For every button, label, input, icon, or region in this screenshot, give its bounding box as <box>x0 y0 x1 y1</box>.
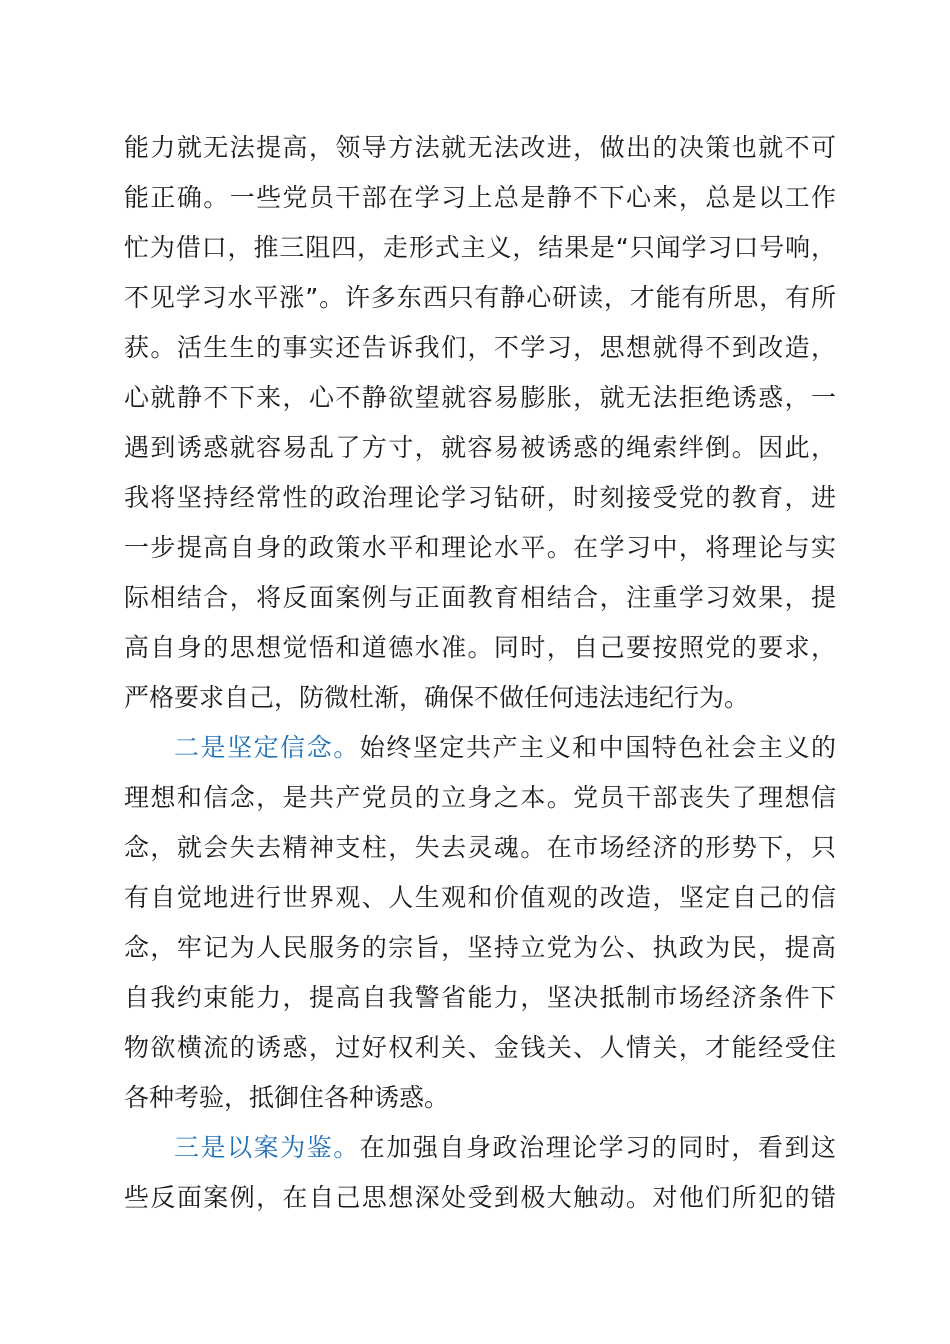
paragraph-1-line-4: 不见学习水平涨”。许多东西只有静心研读，才能有所思，有所 <box>124 283 836 312</box>
paragraph-2-line-5: 念，牢记为人民服务的宗旨，坚持立党为公、执政为民，提高 <box>124 933 836 962</box>
paragraph-1-line-1: 能力就无法提高，领导方法就无法改进，做出的决策也就不可 <box>124 133 836 162</box>
paragraph-1-line-10: 际相结合，将反面案例与正面教育相结合，注重学习效果，提 <box>124 583 836 612</box>
paragraph-3-first-line <box>174 1128 836 1168</box>
paragraph-2-line-8: 各种考验，抵御住各种诱惑。 <box>124 1083 450 1112</box>
paragraph-2-first-line <box>174 728 836 768</box>
paragraph-1-line-9: 一步提高自身的政策水平和理论水平。在学习中，将理论与实 <box>124 533 836 562</box>
paragraph-2-line-2: 理想和信念，是共产党员的立身之本。党员干部丧失了理想信 <box>124 783 836 812</box>
section-heading-learn-from-cases: 三是以案为鉴。 <box>174 1133 360 1162</box>
paragraph-2-line-3: 念，就会失去精神支柱，失去灵魂。在市场经济的形势下，只 <box>124 833 836 862</box>
paragraph-2-first-line-text: 始终坚定共产主义和中国特色社会主义的 <box>359 733 836 762</box>
paragraph-3-first-line-text: 在加强自身政治理论学习的同时，看到这 <box>359 1133 836 1162</box>
paragraph-1-line-12: 严格要求自己，防微杜渐，确保不做任何违法违纪行为。 <box>124 683 750 712</box>
paragraph-1-line-11: 高自身的思想觉悟和道德水准。同时，自己要按照党的要求， <box>124 633 836 662</box>
paragraph-2-line-6: 自我约束能力，提高自我警省能力，坚决抵制市场经济条件下 <box>124 983 836 1012</box>
paragraph-1-line-3: 忙为借口，推三阻四，走形式主义，结果是“只闻学习口号响， <box>124 233 836 262</box>
paragraph-1-line-7: 遇到诱惑就容易乱了方寸，就容易被诱惑的绳索绊倒。因此， <box>124 433 836 462</box>
paragraph-1-line-6: 心就静不下来，心不静欲望就容易膨胀，就无法拒绝诱惑，一 <box>124 383 836 412</box>
section-heading-firm-belief: 二是坚定信念。 <box>174 733 360 762</box>
paragraph-1-line-2: 能正确。一些党员干部在学习上总是静不下心来，总是以工作 <box>124 183 836 212</box>
paragraph-1-line-5: 获。活生生的事实还告诉我们，不学习，思想就得不到改造， <box>124 333 836 362</box>
paragraph-3-line-2: 些反面案例，在自己思想深处受到极大触动。对他们所犯的错 <box>124 1183 836 1212</box>
paragraph-2-line-4: 有自觉地进行世界观、人生观和价值观的改造，坚定自己的信 <box>124 883 836 912</box>
paragraph-2-line-7: 物欲横流的诱惑，过好权利关、金钱关、人情关，才能经受住 <box>124 1033 836 1062</box>
paragraph-1-line-8: 我将坚持经常性的政治理论学习钻研，时刻接受党的教育，进 <box>124 483 836 512</box>
